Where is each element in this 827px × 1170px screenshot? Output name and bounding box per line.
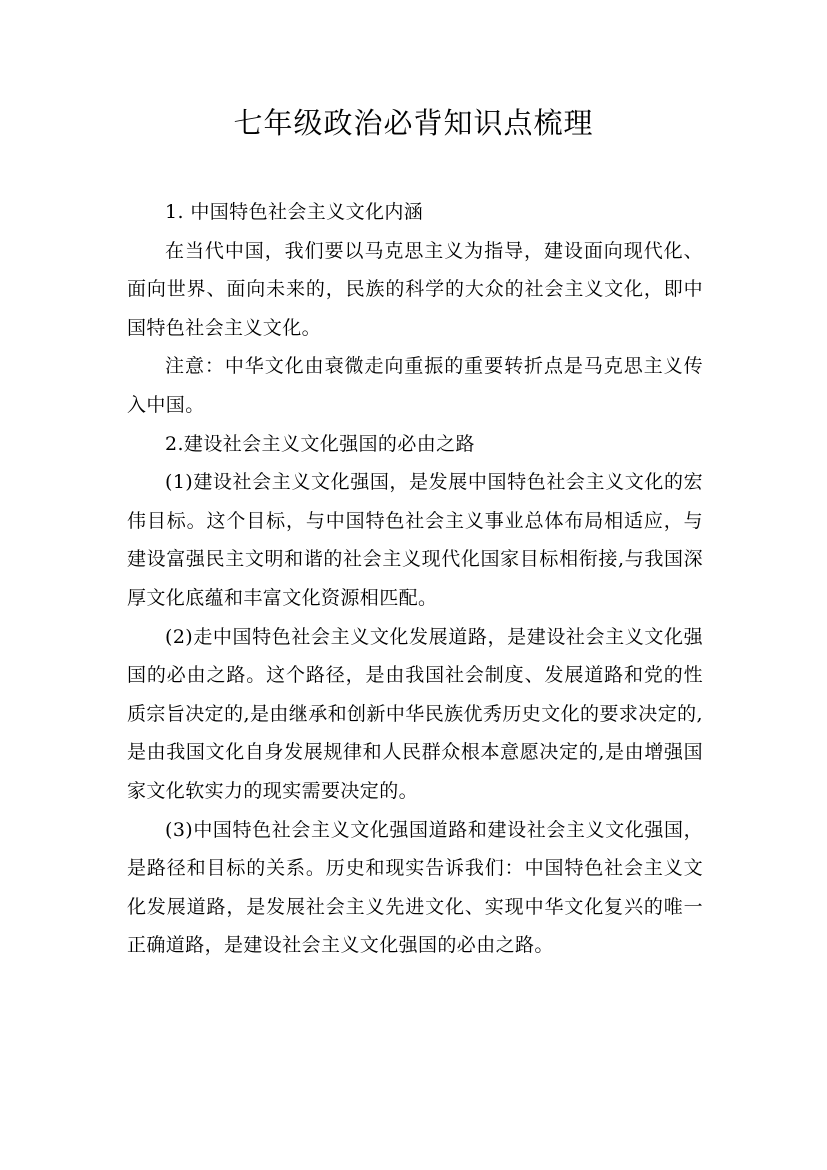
section-heading-2: 2.建设社会主义文化强国的必由之路 (165, 432, 475, 455)
body-paragraph: 在当代中国，我们要以马克思主义为指导，建设面向现代化、面向世界、面向未来的，民族的科学的大众的社会主义文化，即中国特色社会主义文化。 (127, 239, 703, 339)
body-paragraph: (3)中国特色社会主义文化强国道路和建设社会主义文化强国，是路径和目标的关系。历史和现实告诉我们：中国特色社会主义文化发展道路，是发展社会主义先进文化、实现中华文化复兴的唯一正确道路，是建设社会主义文化强国的必由之路。 (127, 818, 703, 957)
body-paragraph: (2)走中国特色社会主义文化发展道路，是建设社会主义文化强国的必由之路。这个路径，是由我国社会制度、发展道路和党的性质宗旨决定的,是由继承和创新中华民族优秀历史文化的要求决定的,是由我国文化自身发展规律和人民群众根本意愿决定的,是由增强国家文化软实力的现实需要决定的。 (127, 625, 703, 802)
note-paragraph: 注意：中华文化由衰微走向重振的重要转折点是马克思主义传入中国。 (127, 355, 703, 416)
section-heading-1: 1. 中国特色社会主义文化内涵 (165, 201, 424, 223)
document-title: 七年级政治必背知识点梳理 (233, 106, 594, 140)
document-body (127, 193, 703, 965)
body-paragraph: (1)建设社会主义文化强国，是发展中国特色社会主义文化的宏伟目标。这个目标，与中国特色社会主义事业总体布局相适应，与建设富强民主文明和谐的社会主义现代化国家目标相衔接,与我国深厚文化底蕴和丰富文化资源相匹配。 (127, 471, 703, 609)
